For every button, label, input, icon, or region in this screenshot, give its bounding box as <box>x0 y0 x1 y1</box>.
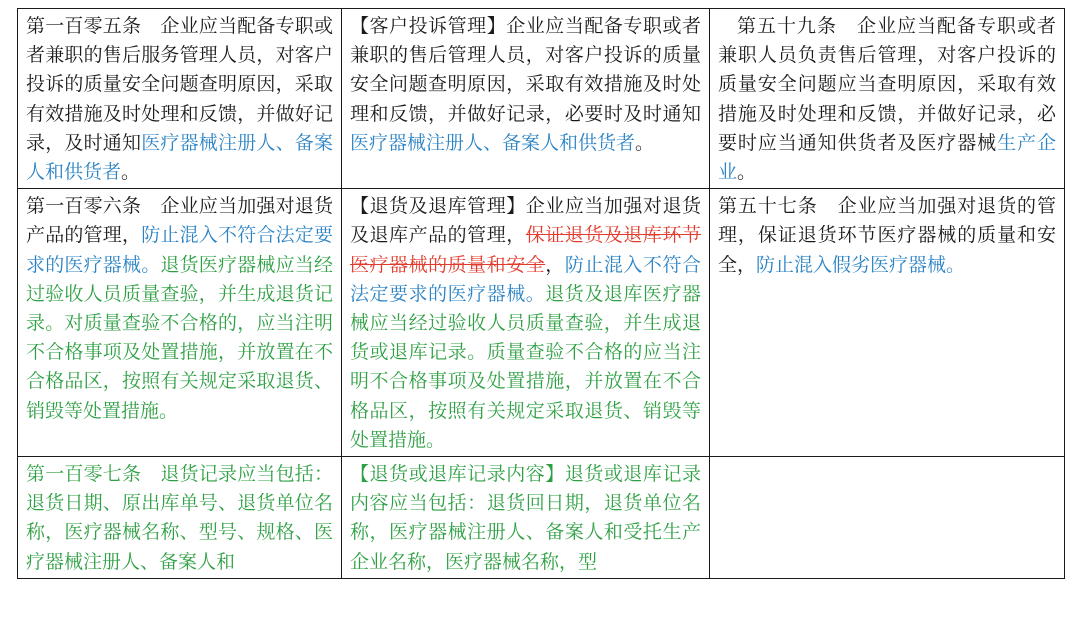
clause-text: 【客户投诉管理】企业应当配备专职或者兼职的售后管理人员，对客户投诉的质量安全问题查明原因，采取有效措施及时处理和反馈，并做好记录，必要时及时通知 <box>350 15 701 125</box>
clause-text: 【退货及退库管理】企业应当加强对退货及退库产品的管理， <box>350 195 701 247</box>
clause-text: 第五十九条 企业应当配备专职或者兼职人员负责售后管理，对客户投诉的质量安全问题应当查明原因，采取有效措施及时处理和反馈，并做好记录，必要时应当通知供货者及医疗器械 <box>718 15 1056 154</box>
cell-row2-col3 <box>710 189 1065 457</box>
cell-row2-col2 <box>342 189 710 457</box>
highlight-blue-text: 医疗器械注册人、备案人和供货者 <box>26 131 333 184</box>
deleted-text: 保证退货及退库环节医疗器械的质量和安全 <box>350 224 701 276</box>
table-row <box>18 189 1065 457</box>
table-row <box>18 9 1065 189</box>
cell-row1-col1 <box>18 9 342 189</box>
highlight-green-text: 退货医疗器械应当经过验收人员质量查验，并生成退货记录。对质量查验不合格的，应当注明不合格事项及处置措施，并放置在不合格品区，按照有关规定采取退货、销毁等处置措施。 <box>26 253 333 422</box>
clause-text: ， <box>545 253 565 276</box>
highlight-blue-text: 防止混入不符合法定要求的医疗器械。 <box>350 253 701 305</box>
cell-row1-col3 <box>710 9 1065 189</box>
clause-text: 第五十七条 企业应当加强对退货的管理，保证退货环节医疗器械的质量和安全， <box>718 195 1056 276</box>
table-row <box>18 457 1065 579</box>
clause-text: 。 <box>635 131 655 154</box>
cell-row3-col3 <box>710 457 1065 579</box>
regulation-comparison-table <box>17 8 1065 579</box>
cell-row3-col2 <box>342 457 710 579</box>
highlight-blue-text: 防止混入假劣医疗器械。 <box>756 253 966 276</box>
highlight-blue-text: 生产企业 <box>718 131 1056 184</box>
highlight-green-text: 退货及退库医疗器械应当经过验收人员质量查验，并生成退货或退库记录。质量查验不合格的应当注明不合格事项及处置措施，并放置在不合格品区，按照有关规定采取退货、销毁等处置措施。 <box>350 282 701 451</box>
highlight-blue-text: 防止混入不符合法定要求的医疗器械。 <box>26 224 333 276</box>
highlight-blue-text: 医疗器械注册人、备案人和供货者 <box>350 131 636 154</box>
clause-text: 第一百零五条 企业应当配备专职或者兼职的售后服务管理人员，对客户投诉的质量安全问题查明原因，采取有效措施及时处理和反馈，并做好记录，及时通知 <box>26 15 333 154</box>
cell-row1-col2 <box>342 9 710 189</box>
clause-text: 。 <box>121 161 141 184</box>
cell-row2-col1 <box>18 189 342 457</box>
cell-row3-col1 <box>18 457 342 579</box>
clause-text: 。 <box>737 161 757 184</box>
highlight-green-text: 【退货或退库记录内容】退货或退库记录内容应当包括：退货回日期，退货单位名称，医疗器械注册人、备案人和受托生产企业名称，医疗器械名称，型 <box>350 463 701 573</box>
highlight-green-text: 第一百零七条 退货记录应当包括：退货日期、原出库单号、退货单位名称，医疗器械名称、型号、规格、医疗器械注册人、备案人和 <box>26 463 333 573</box>
clause-text: 第一百零六条 企业应当加强对退货产品的管理， <box>26 195 333 247</box>
